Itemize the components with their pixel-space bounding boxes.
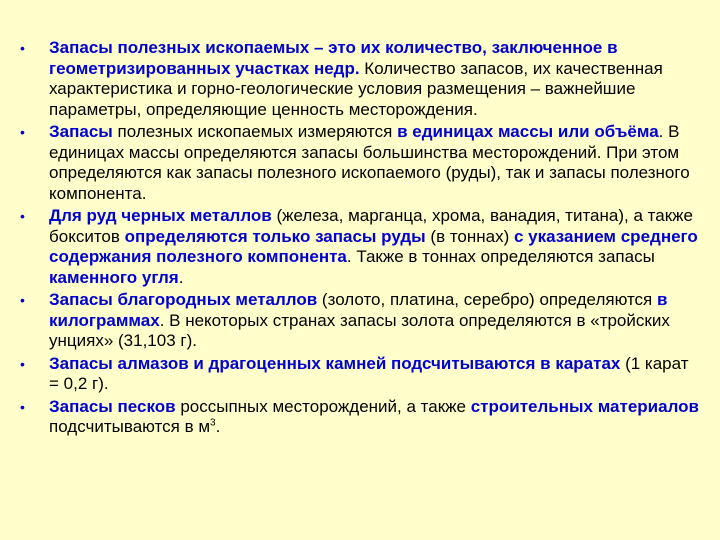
text-segment: . <box>215 417 221 436</box>
bullet-item-5 <box>0 354 700 395</box>
bullet-list <box>0 38 700 438</box>
bullet-item-1 <box>0 38 700 120</box>
text-segment: строительных материалов <box>470 396 699 416</box>
text-segment: . В некоторых странах запасы золота определяются в «тройских унциях» (31,103 г). <box>49 310 670 350</box>
text-segment: каменного угля <box>49 267 179 287</box>
bullet-marker: • <box>20 40 25 56</box>
text-segment: (1 карат = 0,2 г). <box>49 353 689 393</box>
text-segment: полезных ископаемых измеряются <box>112 122 398 141</box>
text-segment: в килограммах <box>49 290 668 330</box>
bullet-marker: • <box>20 355 25 372</box>
text-segment: Запасы <box>49 122 113 141</box>
text-segment: с указанием среднего содержания полезного компонента <box>49 226 698 266</box>
bullet-marker: • <box>20 124 25 140</box>
text-segment: подсчитываются в м <box>49 417 211 436</box>
text-segment: определяются только запасы руды <box>124 226 426 246</box>
text-segment: . В единицах массы определяются запасы большинства месторождений. При этом определяются как запасы полезного ископаемого (руды), так и запасы полезного компонента. <box>49 122 690 203</box>
text-segment: Запасы благородных металлов <box>49 290 318 309</box>
bullet-item-6 <box>0 397 700 438</box>
bullet-item-2 <box>0 122 700 204</box>
text-segment: Для руд черных металлов <box>49 206 272 225</box>
text-segment: (железа, марганца, хрома, ванадия, титана), а также бокситов <box>49 206 693 246</box>
text-segment: . Также в тоннах определяются запасы <box>346 247 655 266</box>
bullet-marker: • <box>20 398 25 415</box>
bullet-marker: • <box>20 292 25 308</box>
text-segment: Запасы алмазов и драгоценных камней подсчитываются в каратах <box>49 353 621 373</box>
text-segment: в единицах массы или объёма <box>397 122 659 141</box>
bullet-item-4 <box>0 290 700 352</box>
text-segment: . <box>178 267 184 287</box>
text-segment: Запасы полезных ископаемых – это их количество, заключенное в геометризированных участках недр. <box>49 38 618 78</box>
text-segment: (золото, платина, серебро) определяются <box>317 290 657 309</box>
text-segment: Запасы песков <box>49 396 176 416</box>
text-segment: Количество запасов, их качественная характеристика и горно-геологические условия размещения – важнейшие параметры, определяющие ценность месторождения. <box>49 58 663 119</box>
text-segment: (в тоннах) <box>425 226 514 246</box>
text-segment: россыпных месторождений, а также <box>175 396 471 416</box>
bullet-marker: • <box>20 208 25 224</box>
superscript-3: 3 <box>210 417 216 429</box>
bullet-item-3 <box>0 206 700 288</box>
